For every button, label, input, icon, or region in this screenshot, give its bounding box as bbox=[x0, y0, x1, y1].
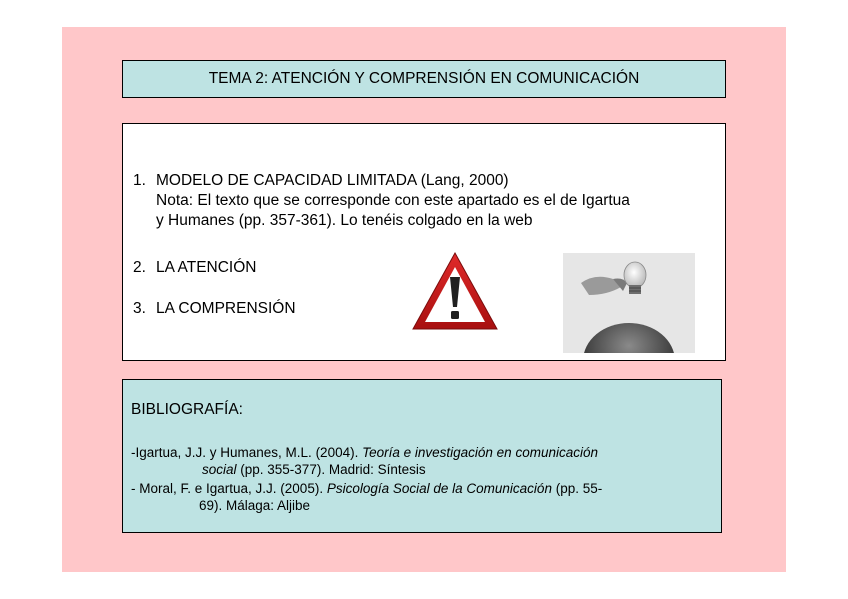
item-text: LA COMPRENSIÓN bbox=[156, 300, 296, 317]
bib-details: 69). Málaga: Aljibe bbox=[199, 498, 311, 513]
bib-book-title-cont: social bbox=[202, 462, 237, 477]
bib-pages: (pp. 55- bbox=[551, 481, 603, 496]
bib-book-title: Teoría e investigación en comunicación bbox=[362, 445, 598, 460]
content-box bbox=[122, 123, 726, 361]
item-citation: (Lang, 2000) bbox=[416, 172, 509, 189]
bibliography-entry-1 bbox=[131, 444, 711, 478]
bibliography-entry-2 bbox=[131, 480, 711, 514]
bibliography-box bbox=[122, 379, 722, 533]
item-text: LA ATENCIÓN bbox=[156, 259, 257, 276]
warning-icon bbox=[411, 251, 499, 333]
bib-authors: -Igartua, J.J. y Humanes, M.L. (2004). bbox=[131, 445, 363, 460]
item-note-line-1: Nota: El texto que se corresponde con este apartado es el de Igartua bbox=[156, 192, 630, 209]
bib-details: (pp. 355-377). Madrid: Síntesis bbox=[236, 462, 426, 477]
list-number: 2. bbox=[133, 259, 146, 276]
item-heading: MODELO DE CAPACIDAD LIMITADA bbox=[156, 172, 417, 189]
list-number: 3. bbox=[133, 300, 146, 317]
slide bbox=[62, 27, 786, 572]
bibliography-title: BIBLIOGRAFÍA: bbox=[131, 401, 243, 418]
bib-book-title: Psicología Social de la Comunicación bbox=[326, 481, 552, 496]
list-number: 1. bbox=[133, 172, 146, 189]
slide-title: TEMA 2: ATENCIÓN Y COMPRENSIÓN EN COMUNICACIÓN bbox=[208, 70, 640, 87]
bib-authors: - Moral, F. e Igartua, J.J. (2005). bbox=[131, 481, 327, 496]
item-note-line-2: y Humanes (pp. 357-361). Lo tenéis colgado en la web bbox=[156, 212, 533, 229]
slide-title-box bbox=[122, 60, 726, 98]
lightbulb-photo bbox=[563, 253, 695, 353]
